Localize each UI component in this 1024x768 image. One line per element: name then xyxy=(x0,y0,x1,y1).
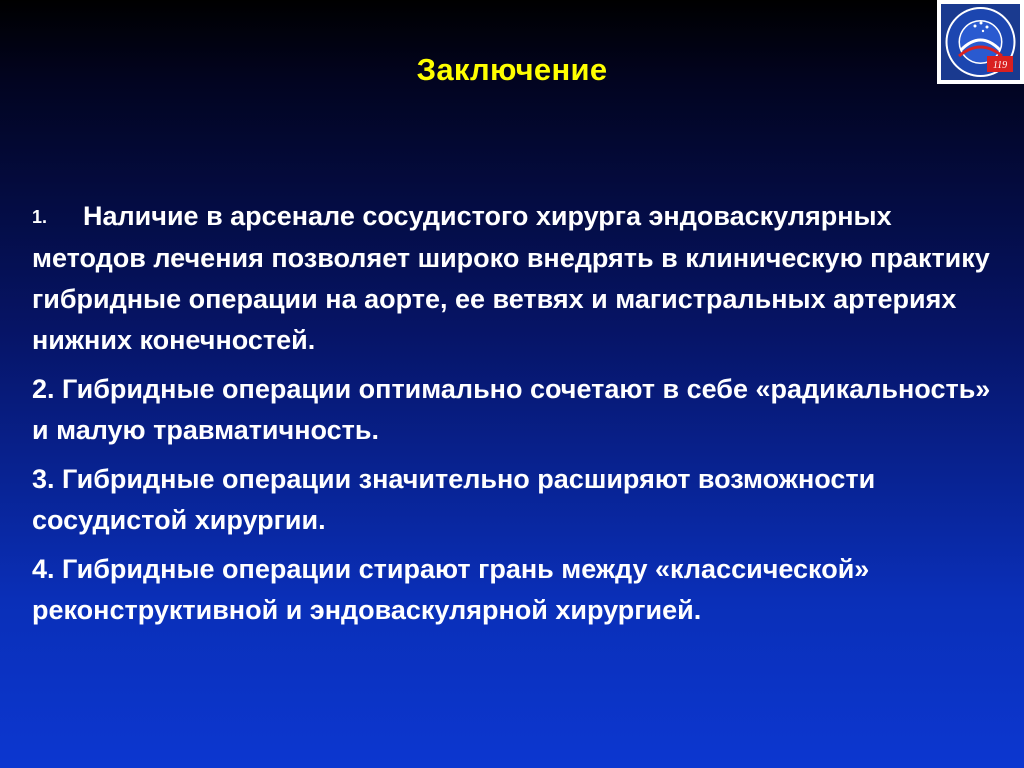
logo-number: 119 xyxy=(992,60,1008,71)
list-item xyxy=(32,549,1002,631)
list-item xyxy=(32,369,1002,451)
list-item-text: 4. Гибридные операции стирают грань между «классической» реконструктивной и эндоваскулярной хирургией. xyxy=(32,554,870,625)
conclusion-list xyxy=(32,196,1002,639)
list-item xyxy=(32,196,1002,361)
list-item-text: 2. Гибридные операции оптимально сочетают в себе «радикальность» и малую травматичность. xyxy=(32,374,991,445)
hospital-logo-icon xyxy=(937,0,1024,84)
slide-title: Заключение xyxy=(416,52,608,87)
list-item-text: 3. Гибридные операции значительно расширяют возможности сосудистой хирургии. xyxy=(32,464,876,535)
list-item xyxy=(32,459,1002,541)
list-item-number: 1. xyxy=(32,207,48,227)
list-item-text: Наличие в арсенале сосудистого хирурга эндоваскулярных методов лечения позволяет широко внедрять в клиническую практику гибридные операции на аорте, ее ветвях и магистральных артериях нижних конечностей. xyxy=(32,201,990,355)
